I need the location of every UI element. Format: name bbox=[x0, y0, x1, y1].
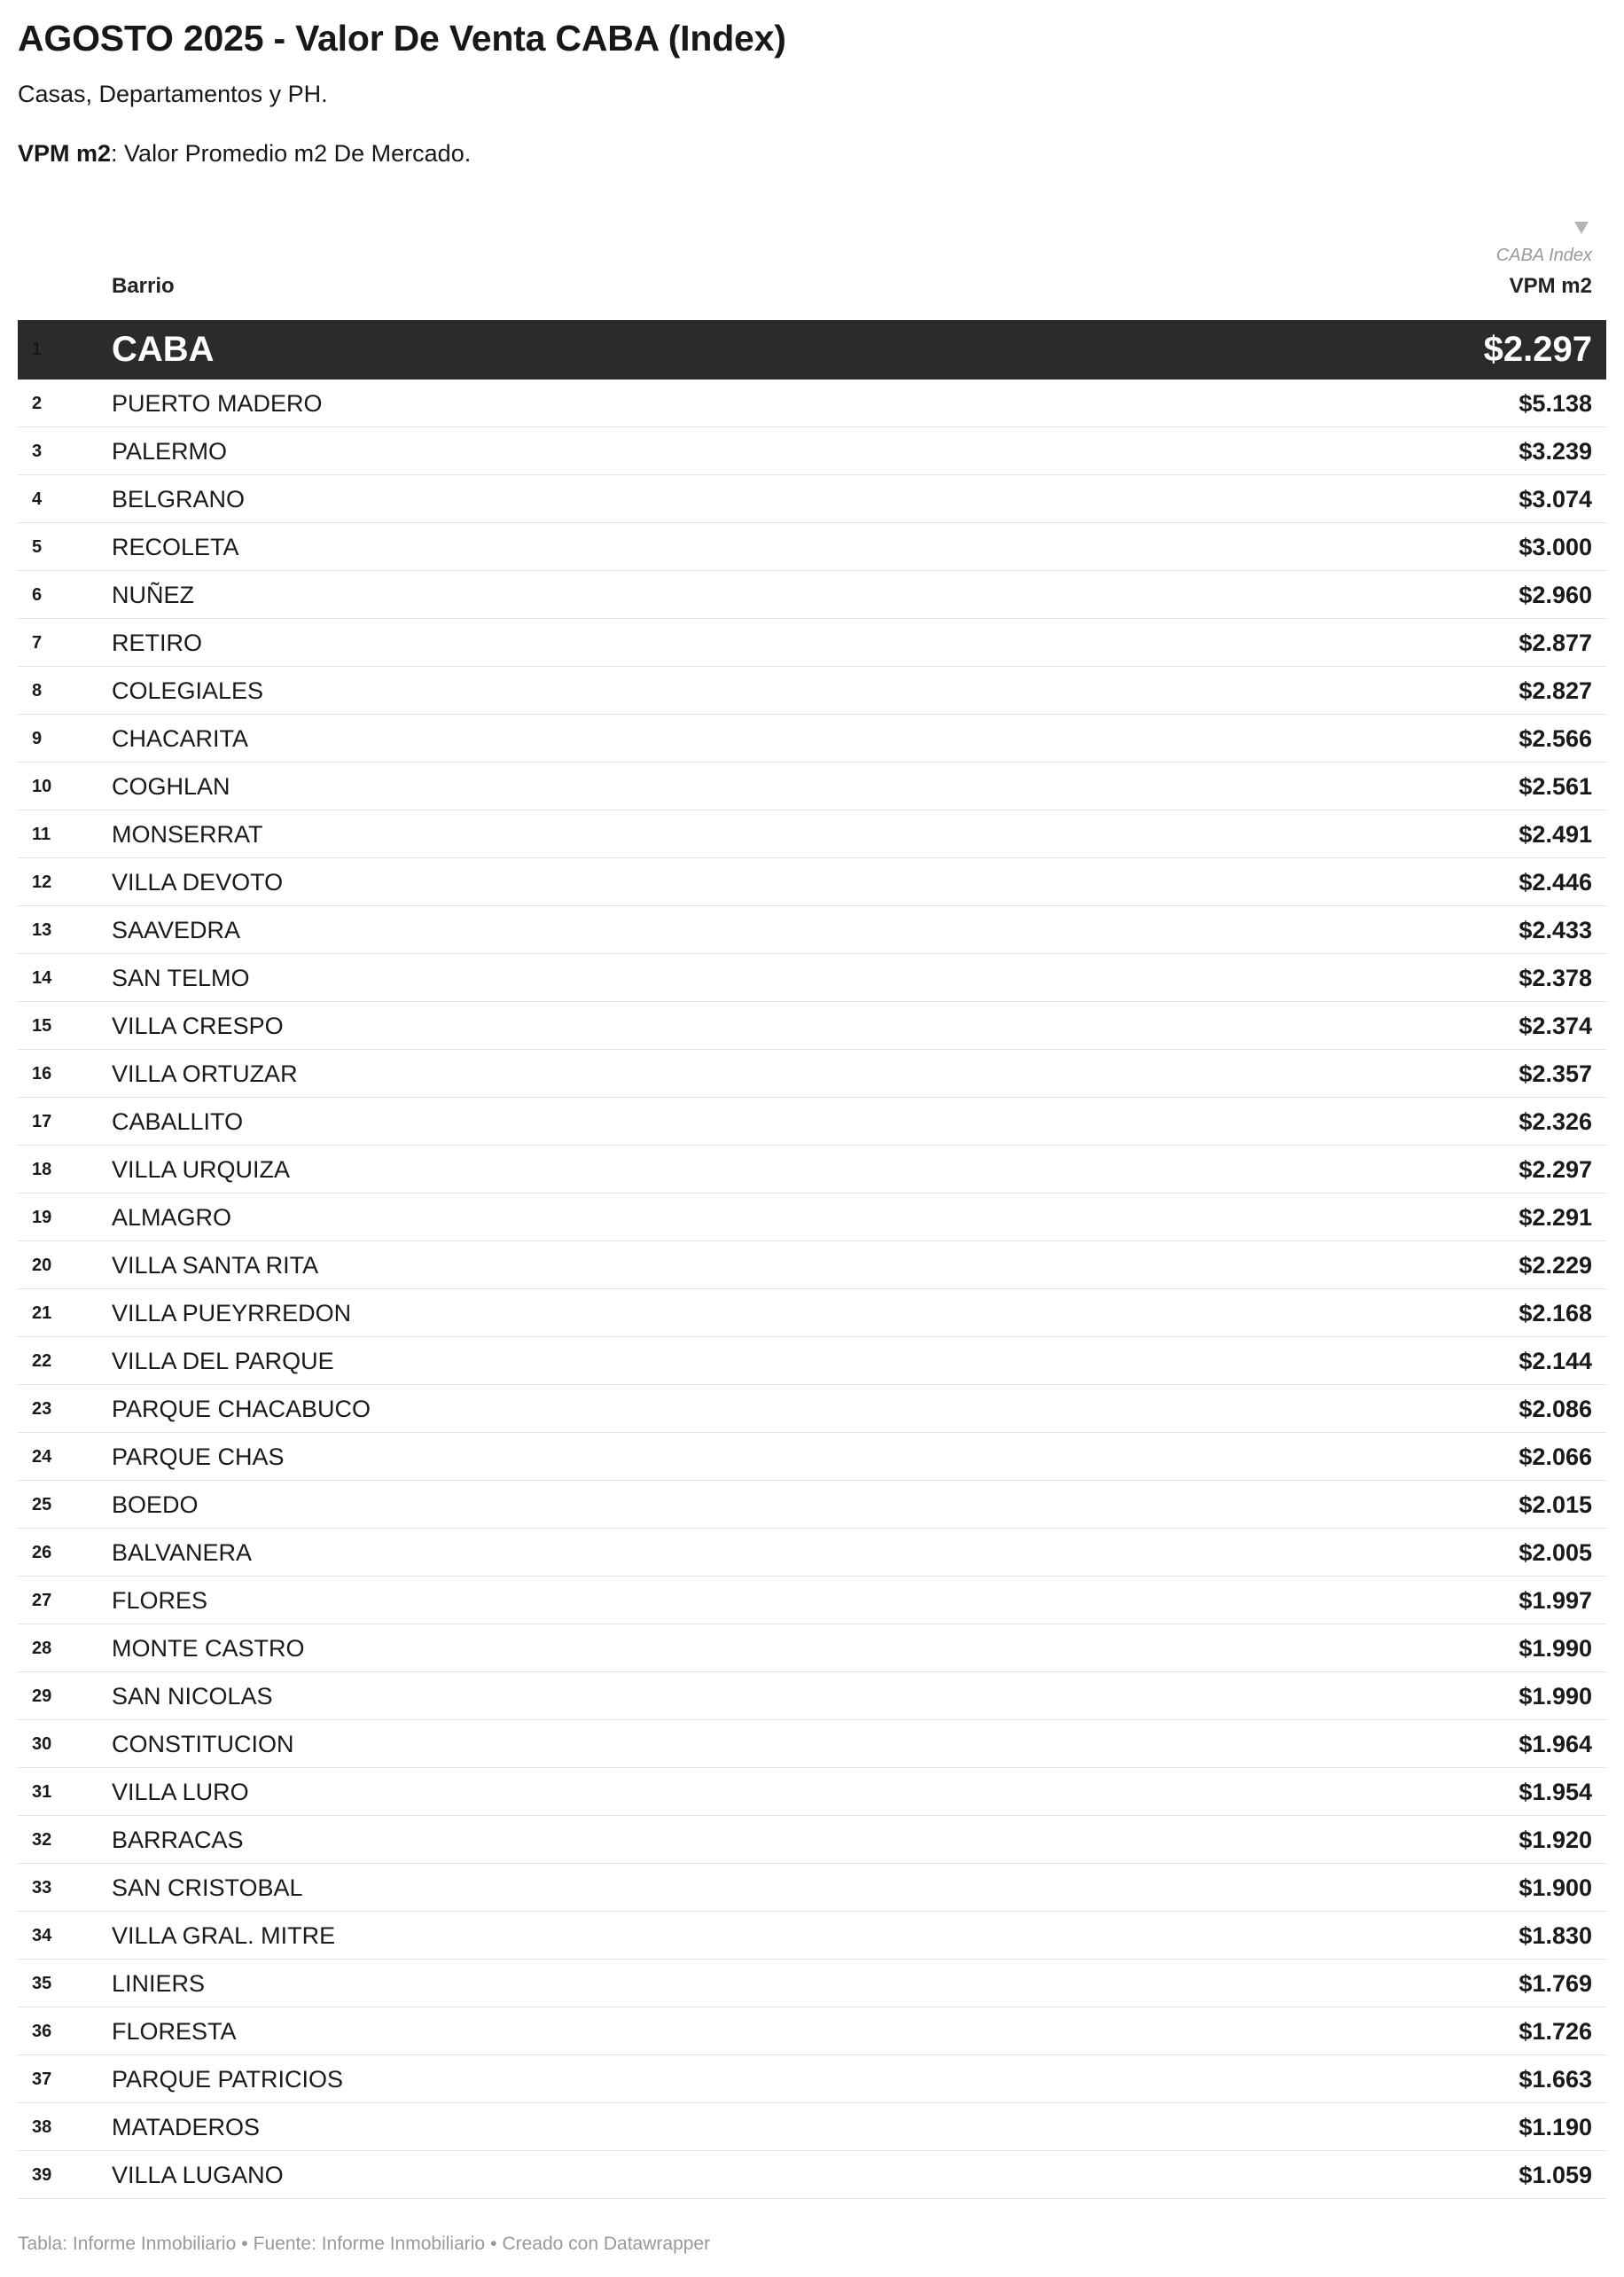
row-barrio: VILLA DEVOTO bbox=[112, 869, 284, 896]
table-row bbox=[18, 1193, 1606, 1241]
row-rank: 17 bbox=[32, 1112, 52, 1131]
row-vpm-value: $2.229 bbox=[1519, 1252, 1592, 1279]
row-rank: 20 bbox=[32, 1256, 52, 1275]
row-rank: 22 bbox=[32, 1351, 52, 1371]
row-barrio: ALMAGRO bbox=[112, 1204, 232, 1231]
footer-table-credit: Tabla: Informe Inmobiliario bbox=[18, 2234, 237, 2254]
table-row bbox=[18, 380, 1606, 427]
description bbox=[18, 140, 471, 168]
table-row bbox=[18, 1050, 1606, 1098]
table-row bbox=[18, 1481, 1606, 1529]
table-row bbox=[18, 619, 1606, 667]
row-vpm-value: $2.291 bbox=[1519, 1204, 1592, 1231]
table-row bbox=[18, 571, 1606, 619]
row-barrio: CHACARITA bbox=[112, 725, 249, 752]
row-rank: 31 bbox=[32, 1782, 52, 1802]
row-rank: 21 bbox=[32, 1303, 52, 1323]
row-barrio: COLEGIALES bbox=[112, 677, 264, 704]
table-row bbox=[18, 1720, 1606, 1768]
table-row bbox=[18, 523, 1606, 571]
description-term: VPM m2 bbox=[18, 140, 112, 167]
table-row bbox=[18, 1912, 1606, 1960]
row-rank: 11 bbox=[32, 825, 51, 844]
row-vpm-value: $1.190 bbox=[1519, 2114, 1592, 2140]
row-vpm-value: $1.059 bbox=[1519, 2162, 1592, 2188]
row-rank: 25 bbox=[32, 1495, 52, 1514]
row-vpm-value: $2.297 bbox=[1519, 1156, 1592, 1183]
row-barrio: CABALLITO bbox=[112, 1108, 244, 1135]
row-vpm-value: $3.000 bbox=[1519, 534, 1592, 560]
table-row bbox=[18, 715, 1606, 763]
table-row bbox=[18, 1146, 1606, 1193]
row-rank: 32 bbox=[32, 1830, 52, 1850]
row-barrio: MATADEROS bbox=[112, 2114, 261, 2140]
row-rank: 19 bbox=[32, 1208, 52, 1227]
row-rank: 14 bbox=[32, 968, 52, 988]
table-row bbox=[18, 2055, 1606, 2103]
row-vpm-value: $1.954 bbox=[1519, 1779, 1592, 1805]
row-rank: 23 bbox=[32, 1399, 52, 1419]
row-barrio: CONSTITUCION bbox=[112, 1731, 294, 1757]
row-barrio: VILLA PUEYRREDON bbox=[112, 1300, 352, 1326]
row-vpm-value: $2.144 bbox=[1519, 1348, 1592, 1374]
row-vpm-value: $1.990 bbox=[1519, 1683, 1592, 1710]
row-vpm-value: $1.990 bbox=[1519, 1635, 1592, 1662]
table-row bbox=[18, 1433, 1606, 1481]
table-row bbox=[18, 2151, 1606, 2199]
row-vpm-value: $1.663 bbox=[1519, 2066, 1592, 2093]
row-vpm-value: $2.877 bbox=[1519, 630, 1592, 656]
row-vpm-value: $2.960 bbox=[1519, 582, 1592, 608]
row-barrio: MONTE CASTRO bbox=[112, 1635, 305, 1662]
table-row bbox=[18, 858, 1606, 906]
row-vpm-value: $2.066 bbox=[1519, 1444, 1592, 1470]
table-row bbox=[18, 1002, 1606, 1050]
table-row bbox=[18, 667, 1606, 715]
table-row bbox=[18, 763, 1606, 810]
row-barrio: SAN CRISTOBAL bbox=[112, 1874, 303, 1901]
row-rank: 10 bbox=[32, 777, 52, 796]
row-barrio: PARQUE CHACABUCO bbox=[112, 1396, 371, 1422]
footer bbox=[18, 2234, 710, 2255]
row-barrio: PALERMO bbox=[112, 438, 228, 465]
row-barrio: FLORESTA bbox=[112, 2018, 237, 2045]
table-row bbox=[18, 1577, 1606, 1624]
row-vpm-value: $2.326 bbox=[1519, 1108, 1592, 1135]
row-vpm-value: $2.827 bbox=[1519, 677, 1592, 704]
row-barrio: MONSERRAT bbox=[112, 821, 263, 848]
table-row bbox=[18, 475, 1606, 523]
row-barrio: SAN NICOLAS bbox=[112, 1683, 273, 1710]
row-vpm-value: $2.357 bbox=[1519, 1060, 1592, 1087]
table-row bbox=[18, 1385, 1606, 1433]
row-vpm-value: $1.769 bbox=[1519, 1970, 1592, 1997]
table-row bbox=[18, 906, 1606, 954]
description-text: : Valor Promedio m2 De Mercado. bbox=[111, 140, 472, 167]
row-vpm-value: $2.491 bbox=[1519, 821, 1592, 848]
column-supertitle: CABA Index bbox=[1495, 246, 1592, 265]
sort-triangle-down-icon[interactable] bbox=[1574, 222, 1589, 234]
table-row bbox=[18, 1241, 1606, 1289]
row-rank: 16 bbox=[32, 1064, 52, 1084]
table-row bbox=[18, 1529, 1606, 1577]
row-rank: 30 bbox=[32, 1734, 52, 1754]
row-vpm-value: $1.830 bbox=[1519, 1922, 1592, 1949]
table-row bbox=[18, 2007, 1606, 2055]
row-rank: 1 bbox=[32, 340, 43, 359]
footer-created-with: Creado con Datawrapper bbox=[502, 2234, 711, 2254]
footer-separator: • bbox=[241, 2234, 248, 2254]
row-vpm-value: $2.005 bbox=[1519, 1539, 1592, 1566]
row-rank: 36 bbox=[32, 2022, 52, 2041]
row-barrio: VILLA SANTA RITA bbox=[112, 1252, 319, 1279]
row-vpm-value: $1.900 bbox=[1519, 1874, 1592, 1901]
row-vpm-value: $1.997 bbox=[1519, 1587, 1592, 1614]
row-vpm-value: $3.239 bbox=[1519, 438, 1592, 465]
table-row bbox=[18, 1672, 1606, 1720]
row-barrio: VILLA ORTUZAR bbox=[112, 1060, 298, 1087]
page-title: AGOSTO 2025 - Valor De Venta CABA (Index) bbox=[18, 18, 786, 59]
row-barrio: BELGRANO bbox=[112, 486, 246, 513]
row-barrio: RECOLETA bbox=[112, 534, 239, 560]
row-rank: 3 bbox=[32, 442, 43, 461]
table-row-highlight bbox=[18, 320, 1606, 380]
row-rank: 27 bbox=[32, 1591, 52, 1610]
ranking-table bbox=[18, 320, 1606, 2199]
row-barrio: CABA bbox=[112, 330, 215, 369]
column-header-vpm[interactable]: VPM m2 bbox=[1509, 274, 1592, 298]
row-vpm-value: $1.964 bbox=[1519, 1731, 1592, 1757]
row-rank: 18 bbox=[32, 1160, 52, 1179]
row-barrio: COGHLAN bbox=[112, 773, 230, 800]
table-row bbox=[18, 1864, 1606, 1912]
row-rank: 38 bbox=[32, 2117, 52, 2137]
row-vpm-value: $1.726 bbox=[1519, 2018, 1592, 2045]
table-row bbox=[18, 954, 1606, 1002]
page-subtitle: Casas, Departamentos y PH. bbox=[18, 81, 328, 107]
row-rank: 12 bbox=[32, 872, 52, 892]
row-barrio: VILLA URQUIZA bbox=[112, 1156, 291, 1183]
row-barrio: VILLA GRAL. MITRE bbox=[112, 1922, 336, 1949]
row-rank: 15 bbox=[32, 1016, 52, 1036]
row-rank: 37 bbox=[32, 2070, 52, 2089]
row-rank: 26 bbox=[32, 1543, 52, 1562]
table-row bbox=[18, 1289, 1606, 1337]
row-vpm-value: $2.086 bbox=[1519, 1396, 1592, 1422]
row-barrio: VILLA LUGANO bbox=[112, 2162, 284, 2188]
table-row bbox=[18, 427, 1606, 475]
row-barrio: PUERTO MADERO bbox=[112, 390, 323, 417]
table-row bbox=[18, 1768, 1606, 1816]
footer-source: Fuente: Informe Inmobiliario bbox=[253, 2234, 486, 2254]
row-barrio: SAAVEDRA bbox=[112, 917, 241, 943]
row-vpm-value: $2.433 bbox=[1519, 917, 1592, 943]
row-barrio: PARQUE CHAS bbox=[112, 1444, 285, 1470]
row-barrio: FLORES bbox=[112, 1587, 208, 1614]
footer-separator: • bbox=[490, 2234, 497, 2254]
row-vpm-value: $2.378 bbox=[1519, 965, 1592, 991]
table-row bbox=[18, 1960, 1606, 2007]
row-rank: 24 bbox=[32, 1447, 52, 1467]
row-rank: 33 bbox=[32, 1878, 52, 1898]
row-vpm-value: $5.138 bbox=[1519, 390, 1592, 417]
row-barrio: VILLA CRESPO bbox=[112, 1013, 284, 1039]
row-rank: 2 bbox=[32, 394, 43, 413]
row-rank: 8 bbox=[32, 681, 43, 700]
row-barrio: RETIRO bbox=[112, 630, 203, 656]
row-barrio: VILLA LURO bbox=[112, 1779, 249, 1805]
table-row bbox=[18, 1098, 1606, 1146]
table-row bbox=[18, 1816, 1606, 1864]
row-vpm-value: $2.561 bbox=[1519, 773, 1592, 800]
row-rank: 29 bbox=[32, 1686, 52, 1706]
row-rank: 39 bbox=[32, 2165, 52, 2185]
row-barrio: SAN TELMO bbox=[112, 965, 250, 991]
table-row bbox=[18, 1337, 1606, 1385]
row-barrio: VILLA DEL PARQUE bbox=[112, 1348, 334, 1374]
row-rank: 5 bbox=[32, 537, 43, 557]
table-row bbox=[18, 810, 1606, 858]
table-row bbox=[18, 1624, 1606, 1672]
row-vpm-value: $3.074 bbox=[1519, 486, 1592, 513]
row-rank: 9 bbox=[32, 729, 43, 748]
row-barrio: BARRACAS bbox=[112, 1827, 244, 1853]
row-vpm-value: $2.297 bbox=[1483, 330, 1592, 369]
row-barrio: LINIERS bbox=[112, 1970, 206, 1997]
column-header-barrio[interactable]: Barrio bbox=[112, 274, 175, 298]
row-vpm-value: $2.015 bbox=[1519, 1491, 1592, 1518]
row-barrio: BOEDO bbox=[112, 1491, 199, 1518]
row-rank: 4 bbox=[32, 489, 43, 509]
row-vpm-value: $2.446 bbox=[1519, 869, 1592, 896]
row-barrio: BALVANERA bbox=[112, 1539, 253, 1566]
row-vpm-value: $2.168 bbox=[1519, 1300, 1592, 1326]
row-vpm-value: $2.374 bbox=[1519, 1013, 1592, 1039]
row-vpm-value: $2.566 bbox=[1519, 725, 1592, 752]
row-rank: 7 bbox=[32, 633, 43, 653]
row-rank: 6 bbox=[32, 585, 43, 605]
table-row bbox=[18, 2103, 1606, 2151]
row-barrio: PARQUE PATRICIOS bbox=[112, 2066, 344, 2093]
row-rank: 13 bbox=[32, 920, 52, 940]
row-barrio: NUÑEZ bbox=[112, 582, 194, 608]
row-rank: 35 bbox=[32, 1974, 52, 1993]
row-rank: 34 bbox=[32, 1926, 52, 1945]
row-vpm-value: $1.920 bbox=[1519, 1827, 1592, 1853]
row-rank: 28 bbox=[32, 1639, 52, 1658]
